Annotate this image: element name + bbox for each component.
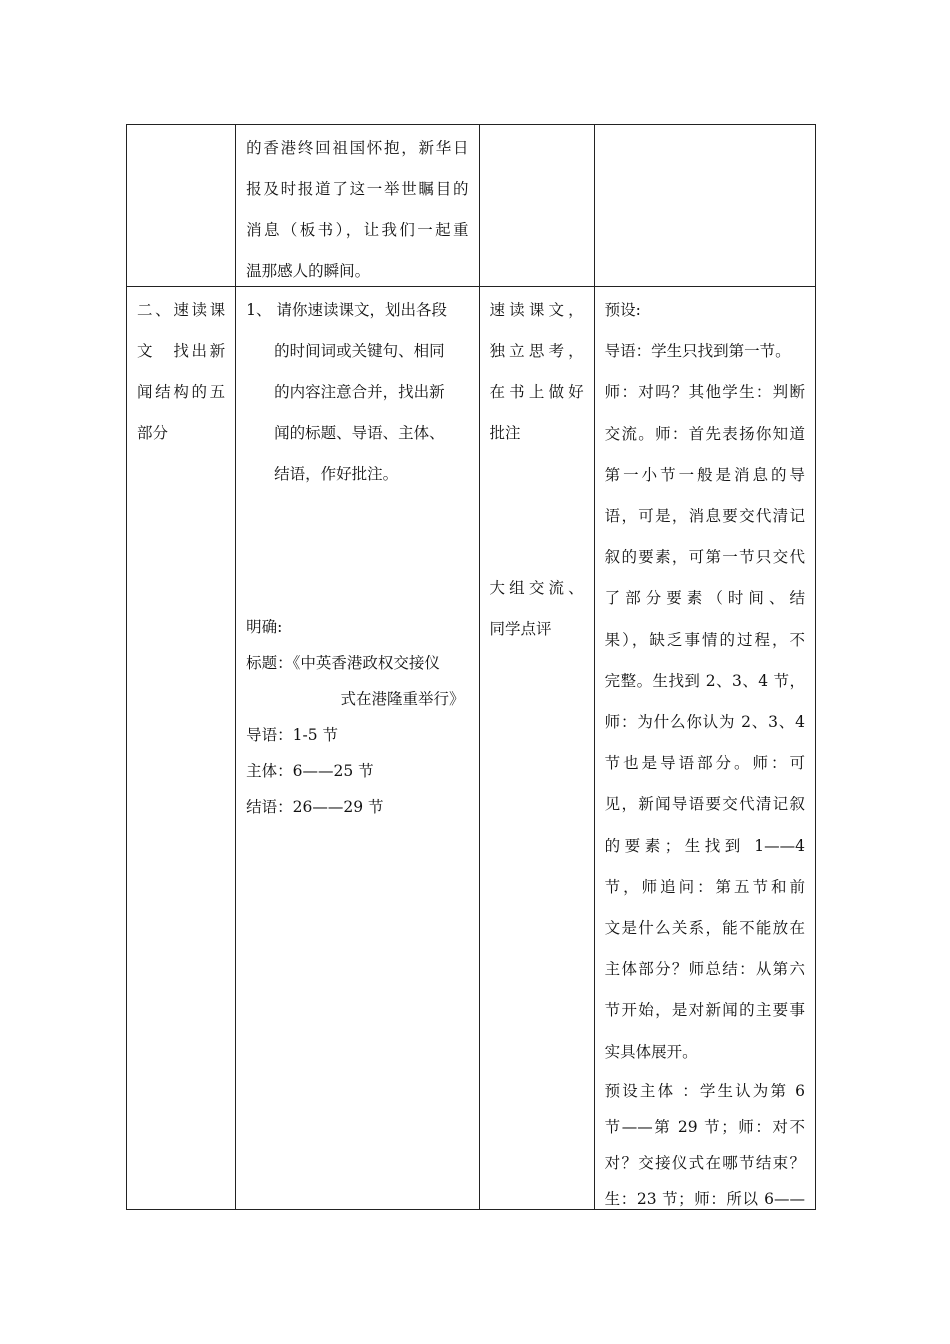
stage-cell bbox=[127, 287, 236, 1210]
notes-line: 实具体展开。 bbox=[604, 1042, 698, 1061]
task-line: 1、 请你速读课文，划出各段 bbox=[246, 301, 447, 319]
table-row bbox=[127, 287, 816, 1210]
notes-line: 节也是导语部分。师：可 bbox=[604, 754, 805, 773]
notes-line: 师：为什么你认为 2、3、4 bbox=[604, 713, 805, 732]
notes-line: 节，师追问：第五节和前 bbox=[604, 877, 805, 896]
student-line: 在书上做好 bbox=[489, 383, 584, 401]
answer-title-cont: 式在港隆重举行》 bbox=[340, 690, 465, 708]
notes-line: 语，可是，消息要交代清记 bbox=[604, 507, 805, 526]
task-line: 的内容注意合并，找出新 bbox=[274, 383, 445, 401]
text-line: 报及时报道了这一举世瞩目的 bbox=[246, 180, 469, 198]
student-line: 同学点评 bbox=[489, 620, 552, 638]
teacher-activity-cell bbox=[236, 125, 479, 287]
stage-cell bbox=[127, 125, 236, 287]
notes-line: 预设主体 ：学生认为第 6 bbox=[604, 1081, 805, 1100]
student-line: 大组交流、 bbox=[489, 579, 584, 597]
text-line: 的香港终回祖国怀抱，新华日 bbox=[246, 139, 469, 157]
task-line: 结语，作好批注。 bbox=[274, 465, 399, 483]
answer-label: 明确: bbox=[246, 618, 283, 636]
notes-line: 见，新闻导语要交代清记叙 bbox=[604, 795, 805, 814]
notes-line: 第一小节一般是消息的导 bbox=[604, 465, 805, 484]
notes-line: 师：对吗？其他学生：判断 bbox=[604, 383, 805, 402]
notes-line: 生：23 节；师：所以 6—— bbox=[604, 1189, 805, 1208]
student-line: 速读课文， bbox=[489, 301, 584, 319]
answer-intro: 导语：1-5 节 bbox=[246, 726, 339, 744]
notes-line: 果），缺乏事情的过程，不 bbox=[604, 630, 805, 649]
stage-line: 闻结构的五 bbox=[137, 383, 226, 401]
notes-cell bbox=[594, 287, 815, 1210]
notes-line: 节——第 29 节；师：对不 bbox=[604, 1117, 805, 1136]
task-line: 闻的标题、导语、主体、 bbox=[274, 424, 445, 442]
notes-line: 完整。生找到 2、3、4 节， bbox=[604, 671, 805, 690]
student-activity-cell bbox=[479, 287, 594, 1210]
notes-line: 对？交接仪式在哪节结束？ bbox=[604, 1153, 805, 1172]
notes-cell bbox=[594, 125, 815, 287]
teacher-activity-cell bbox=[236, 287, 479, 1210]
student-line: 独立思考， bbox=[489, 342, 584, 360]
stage-line: 二、速读课 bbox=[137, 301, 226, 319]
notes-line: 导语：学生只找到第一节。 bbox=[604, 342, 791, 361]
lesson-plan-table bbox=[126, 124, 816, 1210]
notes-line: 文是什么关系，能不能放在 bbox=[604, 919, 805, 938]
student-activity-cell bbox=[479, 125, 594, 287]
stage-line: 文 找出新 bbox=[137, 342, 226, 360]
notes-line: 的要素；生找到 1——4 bbox=[604, 836, 805, 855]
text-line: 温那感人的瞬间。 bbox=[246, 262, 371, 280]
notes-line: 主体部分？师总结：从第六 bbox=[604, 960, 805, 979]
answer-title: 标题：《中英香港政权交接仪 bbox=[246, 654, 440, 672]
task-line: 的时间词或关键句、相同 bbox=[274, 342, 445, 360]
answer-ending: 结语：26——29 节 bbox=[246, 798, 384, 816]
stage-line: 部分 bbox=[137, 424, 169, 442]
notes-line: 节开始，是对新闻的主要事 bbox=[604, 1001, 805, 1020]
table-row bbox=[127, 125, 816, 287]
notes-line: 了部分要素（时间、结 bbox=[604, 589, 805, 608]
text-line: 消息（板书），让我们一起重 bbox=[246, 221, 469, 239]
notes-line: 预设: bbox=[604, 301, 641, 319]
notes-line: 交流。师：首先表扬你知道 bbox=[604, 424, 805, 443]
answer-body: 主体：6——25 节 bbox=[246, 762, 374, 780]
notes-line: 叙的要素，可第一节只交代 bbox=[604, 548, 805, 567]
student-line: 批注 bbox=[489, 424, 521, 442]
